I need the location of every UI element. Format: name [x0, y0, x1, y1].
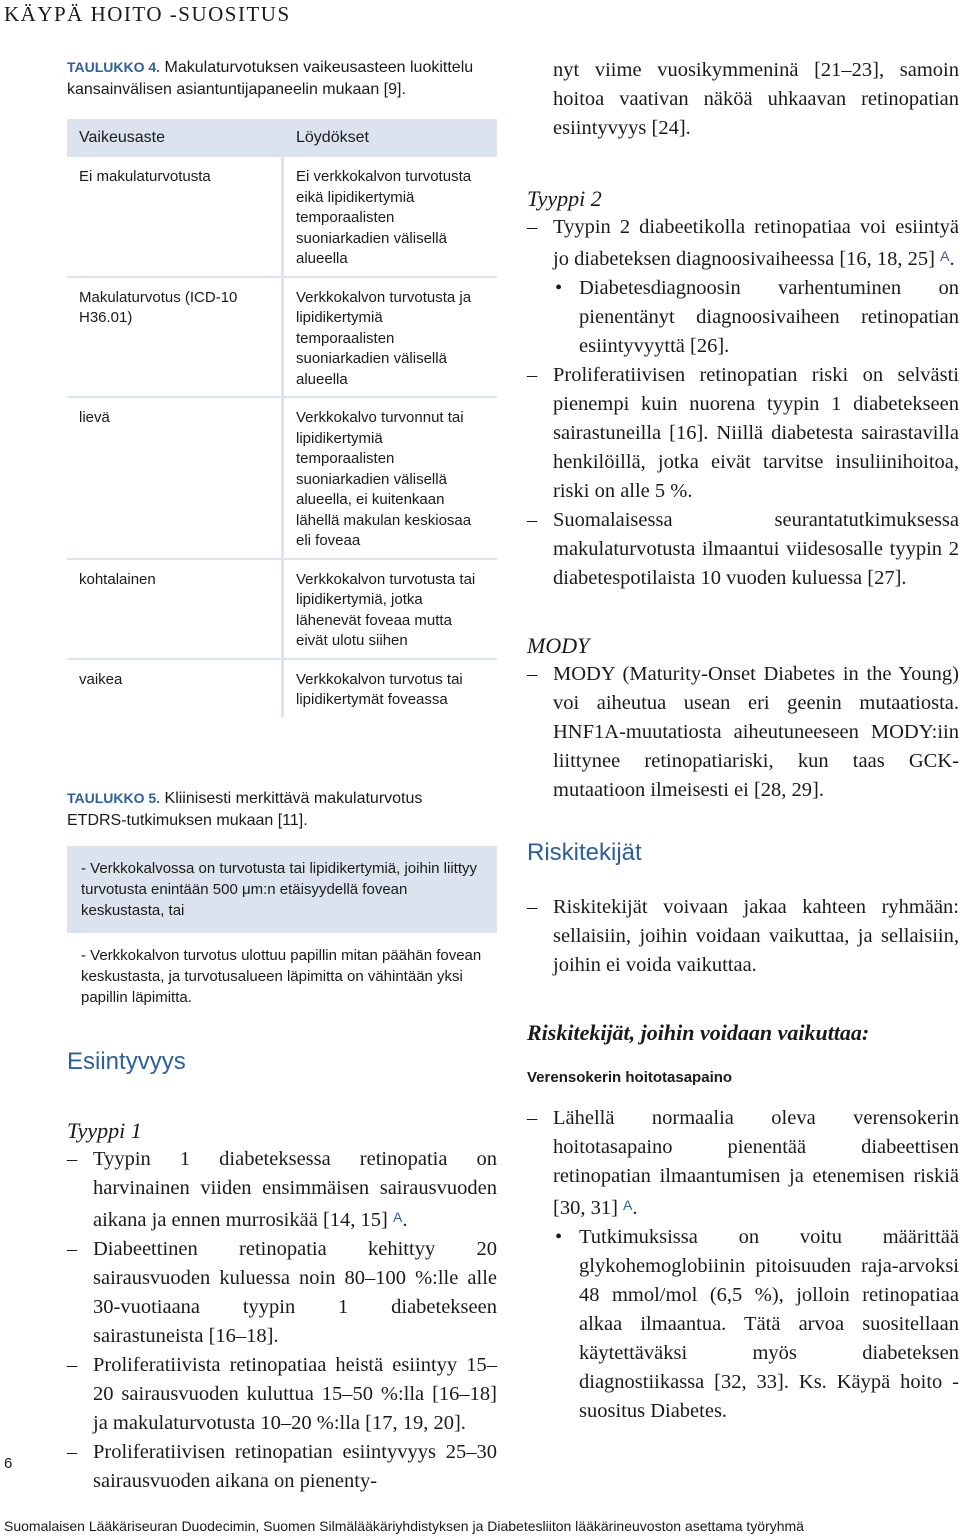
- table4-header-row: [67, 119, 497, 157]
- table-row: [67, 397, 497, 559]
- table5-caption: [67, 787, 477, 832]
- list-item: – Proliferatiivisen retinopatian riski on selvästi pienempi kuin nuorena tyypin 1 diabetekseen sairastuneilla [16]. Niillä diabetesta sairastavilla henkilöillä, jotka eivät tarvitse insuliinihoitoa, riski on alle 5 %.: [527, 361, 959, 506]
- table4: [67, 119, 497, 717]
- type2-list: [527, 213, 959, 593]
- table5-item: - Verkkokalvossa on turvotusta tai lipidikertymiä, joihin liittyy turvotusta enintään 500 μm:n etäisyydellä fovean keskustasta, tai: [67, 846, 497, 933]
- table4-label: TAULUKKO 4.: [67, 59, 161, 75]
- table-row: [67, 659, 497, 717]
- evidence-level-mark: A: [623, 1197, 633, 1213]
- right-column: [527, 56, 959, 1426]
- table-row: [67, 559, 497, 659]
- type1-list: [67, 1145, 497, 1496]
- glycemic-sublist: [553, 1223, 959, 1426]
- subheading-type2: Tyyppi 2: [527, 186, 602, 211]
- table-cell-findings: Ei verkkokalvon turvotusta eikä lipidikertymiä temporaalisten suoniarkadien välisellä alueella: [283, 157, 498, 277]
- table-cell-severity: Makulaturvotus (ICD-10 H36.01): [67, 277, 283, 398]
- list-item: – MODY (Maturity-Onset Diabetes in the Young) voi aiheutua usean eri geenin mutaatiosta. HNF1A-muutatiosta aiheutuneeseen MODY:iin liittynee retinopatiariski, kun taas GCK-mutaatioon ilmeisesti ei [28, 29].: [527, 660, 959, 805]
- table-cell-severity: vaikea: [67, 659, 283, 717]
- list-item: • Tutkimuksissa on voitu määrittää glykohemoglobiinin pitoisuuden raja-arvoksi 48 mmol/mol (6,5 %), jolloin retinopatiaa alkaa ilmaantua. Tätä arvoa suositellaan käytettäväksi myös diabeteksen diagnostiikassa [32, 33]. Ks. Käypä hoito -suositus Diabetes.: [553, 1223, 959, 1426]
- table-row: [67, 277, 497, 398]
- table-cell-findings: Verkkokalvon turvotusta tai lipidikertymiä, jotka lähenevät foveaa mutta eivät ulotu siihen: [283, 559, 498, 659]
- subheading-mody: MODY: [527, 633, 590, 658]
- table-cell-severity: Ei makulaturvotusta: [67, 157, 283, 277]
- table-cell-findings: Verkkokalvo turvonnut tai lipidikertymiä temporaalisten suoniarkadien välisellä alueella, ei kuitenkaan lähellä makulan keskiosaa eli foveaa: [283, 397, 498, 559]
- left-column: [67, 56, 499, 1496]
- list-item: • Diabetesdiagnoosin varhentuminen on pienentänyt diagnoosivaiheen retinopatian esiintyvyyttä [26].: [553, 274, 959, 361]
- evidence-level-mark: A: [392, 1208, 403, 1225]
- list-item: – Tyypin 2 diabeetikolla retinopatiaa voi esiintyä jo diabeteksen diagnoosivaiheessa [16, 18, 25] A. • Diabetesdiagnoosin varhentuminen on pienentänyt diagnoosivaiheen retinopatian esiintyvyyttä [26].: [527, 213, 959, 361]
- risk-list: [527, 893, 959, 980]
- subheading-modifiable-risk: Riskitekijät, joihin voidaan vaikuttaa:: [527, 1020, 870, 1045]
- table-cell-severity: lievä: [67, 397, 283, 559]
- section-title-prevalence: Esiintyvyys: [67, 1047, 186, 1075]
- list-item-text: Tyypin 1 diabeteksessa retinopatia on harvinainen viiden ensimmäisen sairausvuoden aikana ja ennen murrosikää [14, 15]: [93, 1147, 497, 1231]
- mody-list: [527, 660, 959, 805]
- list-item: – Proliferatiivisen retinopatian esiintyvyys 25–30 sairausvuoden aikana on pienenty-: [67, 1438, 497, 1496]
- subheading-glycemic-control: Verensokerin hoitotasapaino: [527, 1069, 733, 1086]
- table5-label: TAULUKKO 5.: [67, 789, 161, 806]
- page-footer: Suomalaisen Lääkäriseuran Duodecimin, Suomen Silmälääkäriyhdistyksen ja Diabetesliiton lääkärineuvoston asettama työryhmä: [4, 1518, 804, 1534]
- evidence-level-mark: A: [940, 248, 950, 264]
- table5-caption-text: Kliinisesti merkittävä makulaturvotus ETDRS-tutkimuksen mukaan [11].: [67, 789, 423, 829]
- table-cell-severity: kohtalainen: [67, 559, 283, 659]
- table4-header-findings: Löydökset: [283, 119, 498, 157]
- page-number: 6: [4, 1455, 13, 1472]
- subheading-type1: Tyyppi 1: [67, 1117, 142, 1143]
- table4-caption: [67, 56, 497, 101]
- list-item-text: Tyypin 2 diabeetikolla retinopatiaa voi esiintyä jo diabeteksen diagnoosivaiheessa [16, 18, 25]: [553, 216, 959, 270]
- page-header: KÄYPÄ HOITO -SUOSITUS: [4, 2, 291, 26]
- type2-sublist: [553, 274, 959, 361]
- list-item: – Diabeettinen retinopatia kehittyy 20 sairausvuoden kuluessa noin 80–100 %:lle alle 30-vuotiaana tyypin 1 diabetekseen sairastuneista [16–18].: [67, 1235, 497, 1351]
- list-item: – Lähellä normaalia oleva verensokerin hoitotasapaino pienentää diabeettisen retinopatian ilmaantumisen ja etenemisen riskiä [30, 31] A. • Tutkimuksissa on voitu määrittää glykohemoglobiinin pitoisuuden raja-arvoksi 48 mmol/mol (6,5 %), jolloin retinopatiaa alkaa ilmaantua. Tätä arvoa suositellaan käytettäväksi myös diabeteksen diagnostiikassa [32, 33]. Ks. Käypä hoito -suositus Diabetes.: [527, 1104, 959, 1426]
- list-item: – Tyypin 1 diabeteksessa retinopatia on harvinainen viiden ensimmäisen sairausvuoden aikana ja ennen murrosikää [14, 15] A.: [67, 1145, 497, 1235]
- table-row: [67, 157, 497, 277]
- table4-header-severity: Vaikeusaste: [67, 119, 283, 157]
- list-item: – Riskitekijät voivaan jakaa kahteen ryhmään: sellaisiin, joihin voidaan vaikuttaa, ja sellaisiin, joihin ei voida vaikuttaa.: [527, 893, 959, 980]
- continuation-text: nyt viime vuosikymmeninä [21–23], samoin hoitoa vaativan näköä uhkaavan retinopatian esiintyvyys [24].: [553, 59, 959, 139]
- list-item-text: Lähellä normaalia oleva verensokerin hoitotasapaino pienentää diabeettisen retinopatian ilmaantumisen ja etenemisen riskiä [30, 31]: [553, 1107, 959, 1219]
- list-item: – Proliferatiivista retinopatiaa heistä esiintyy 15–20 sairausvuoden kuluttua 15–50 %:lla [16–18] ja makulaturvotusta 10–20 %:lla [17, 19, 20].: [67, 1351, 497, 1438]
- list-item: – Suomalaisessa seurantatutkimuksessa makulaturvotusta ilmaantui viidesosalle tyypin 2 diabetespotilaista 10 vuoden kuluessa [27].: [527, 506, 959, 593]
- table-cell-findings: Verkkokalvon turvotusta ja lipidikertymiä temporaalisten suoniarkadien välisellä alueella: [283, 277, 498, 398]
- section-title-risk-factors: Riskitekijät: [527, 839, 642, 866]
- table4-caption-text: Makulaturvotuksen vaikeusasteen luokittelu kansainvälisen asiantuntijapaneelin mukaan [9].: [67, 59, 474, 98]
- table-cell-findings: Verkkokalvon turvotus tai lipidikertymät foveassa: [283, 659, 498, 717]
- glycemic-list: [527, 1104, 959, 1426]
- table5-item: - Verkkokalvon turvotus ulottuu papillin mitan päähän fovean keskustasta, ja turvotusalueen läpimitta on vähintään yksi papillin läpimitta.: [81, 946, 482, 1006]
